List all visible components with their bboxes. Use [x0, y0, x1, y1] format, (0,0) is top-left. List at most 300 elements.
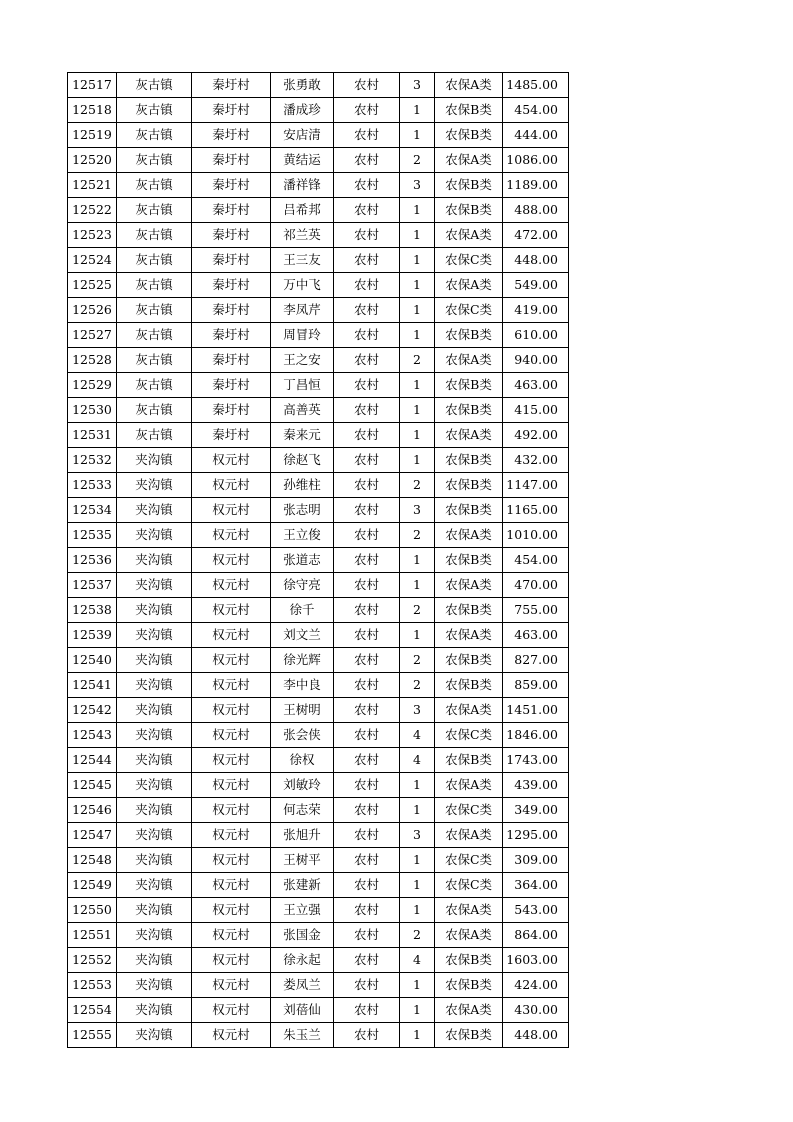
insurance-class-cell: 农保A类: [435, 348, 503, 373]
person-name-cell: 张旭升: [271, 823, 334, 848]
area-type-cell: 农村: [334, 198, 400, 223]
area-type-cell: 农村: [334, 73, 400, 98]
town-cell: 夹沟镇: [117, 823, 192, 848]
amount-cell: 448.00: [503, 248, 569, 273]
village-cell: 权元村: [192, 998, 271, 1023]
area-type-cell: 农村: [334, 273, 400, 298]
town-cell: 夹沟镇: [117, 498, 192, 523]
area-type-cell: 农村: [334, 848, 400, 873]
insurance-class-cell: 农保C类: [435, 798, 503, 823]
amount-cell: 864.00: [503, 923, 569, 948]
town-cell: 夹沟镇: [117, 848, 192, 873]
area-type-cell: 农村: [334, 573, 400, 598]
household-count-cell: 1: [400, 548, 435, 573]
table-row: [68, 898, 569, 923]
record-id-cell: 12520: [68, 148, 117, 173]
area-type-cell: 农村: [334, 748, 400, 773]
town-cell: 夹沟镇: [117, 798, 192, 823]
table-row: [68, 323, 569, 348]
person-name-cell: 万中飞: [271, 273, 334, 298]
household-count-cell: 1: [400, 998, 435, 1023]
insurance-class-cell: 农保B类: [435, 973, 503, 998]
household-count-cell: 1: [400, 223, 435, 248]
table-row: [68, 673, 569, 698]
person-name-cell: 吕希邦: [271, 198, 334, 223]
household-count-cell: 2: [400, 598, 435, 623]
insurance-class-cell: 农保C类: [435, 723, 503, 748]
amount-cell: 1295.00: [503, 823, 569, 848]
person-name-cell: 刘文兰: [271, 623, 334, 648]
table-row: [68, 448, 569, 473]
table-row: [68, 598, 569, 623]
insurance-class-cell: 农保B类: [435, 173, 503, 198]
table-row: [68, 223, 569, 248]
insurance-class-cell: 农保B类: [435, 548, 503, 573]
record-id-cell: 12549: [68, 873, 117, 898]
records-table-body: [68, 73, 569, 1048]
record-id-cell: 12538: [68, 598, 117, 623]
area-type-cell: 农村: [334, 448, 400, 473]
household-count-cell: 2: [400, 148, 435, 173]
amount-cell: 1010.00: [503, 523, 569, 548]
area-type-cell: 农村: [334, 898, 400, 923]
insurance-class-cell: 农保A类: [435, 823, 503, 848]
area-type-cell: 农村: [334, 523, 400, 548]
record-id-cell: 12535: [68, 523, 117, 548]
town-cell: 灰古镇: [117, 198, 192, 223]
town-cell: 夹沟镇: [117, 473, 192, 498]
town-cell: 灰古镇: [117, 248, 192, 273]
town-cell: 夹沟镇: [117, 523, 192, 548]
village-cell: 权元村: [192, 898, 271, 923]
record-id-cell: 12542: [68, 698, 117, 723]
insurance-class-cell: 农保C类: [435, 848, 503, 873]
amount-cell: 309.00: [503, 848, 569, 873]
amount-cell: 940.00: [503, 348, 569, 373]
household-count-cell: 2: [400, 473, 435, 498]
person-name-cell: 孙维柱: [271, 473, 334, 498]
town-cell: 夹沟镇: [117, 648, 192, 673]
insurance-class-cell: 农保A类: [435, 573, 503, 598]
town-cell: 灰古镇: [117, 423, 192, 448]
record-id-cell: 12543: [68, 723, 117, 748]
insurance-class-cell: 农保A类: [435, 148, 503, 173]
village-cell: 权元村: [192, 848, 271, 873]
record-id-cell: 12522: [68, 198, 117, 223]
table-row: [68, 998, 569, 1023]
insurance-class-cell: 农保B类: [435, 648, 503, 673]
insurance-class-cell: 农保B类: [435, 473, 503, 498]
household-count-cell: 1: [400, 323, 435, 348]
person-name-cell: 潘祥锋: [271, 173, 334, 198]
insurance-class-cell: 农保B类: [435, 948, 503, 973]
village-cell: 秦圩村: [192, 223, 271, 248]
person-name-cell: 徐赵飞: [271, 448, 334, 473]
town-cell: 夹沟镇: [117, 998, 192, 1023]
table-row: [68, 973, 569, 998]
amount-cell: 1485.00: [503, 73, 569, 98]
village-cell: 权元村: [192, 473, 271, 498]
village-cell: 秦圩村: [192, 248, 271, 273]
village-cell: 权元村: [192, 498, 271, 523]
table-row: [68, 348, 569, 373]
record-id-cell: 12548: [68, 848, 117, 873]
household-count-cell: 3: [400, 173, 435, 198]
household-count-cell: 3: [400, 823, 435, 848]
area-type-cell: 农村: [334, 123, 400, 148]
person-name-cell: 娄凤兰: [271, 973, 334, 998]
household-count-cell: 1: [400, 798, 435, 823]
town-cell: 夹沟镇: [117, 1023, 192, 1048]
record-id-cell: 12521: [68, 173, 117, 198]
household-count-cell: 2: [400, 348, 435, 373]
household-count-cell: 1: [400, 373, 435, 398]
town-cell: 夹沟镇: [117, 773, 192, 798]
table-row: [68, 948, 569, 973]
area-type-cell: 农村: [334, 498, 400, 523]
town-cell: 夹沟镇: [117, 723, 192, 748]
area-type-cell: 农村: [334, 673, 400, 698]
village-cell: 秦圩村: [192, 198, 271, 223]
person-name-cell: 张勇敢: [271, 73, 334, 98]
household-count-cell: 1: [400, 898, 435, 923]
amount-cell: 444.00: [503, 123, 569, 148]
household-count-cell: 1: [400, 973, 435, 998]
record-id-cell: 12523: [68, 223, 117, 248]
amount-cell: 610.00: [503, 323, 569, 348]
town-cell: 夹沟镇: [117, 873, 192, 898]
person-name-cell: 张道志: [271, 548, 334, 573]
record-id-cell: 12539: [68, 623, 117, 648]
village-cell: 权元村: [192, 873, 271, 898]
table-row: [68, 198, 569, 223]
person-name-cell: 安店清: [271, 123, 334, 148]
area-type-cell: 农村: [334, 773, 400, 798]
area-type-cell: 农村: [334, 473, 400, 498]
village-cell: 秦圩村: [192, 348, 271, 373]
record-id-cell: 12526: [68, 298, 117, 323]
insurance-class-cell: 农保B类: [435, 598, 503, 623]
village-cell: 权元村: [192, 773, 271, 798]
town-cell: 灰古镇: [117, 98, 192, 123]
town-cell: 灰古镇: [117, 223, 192, 248]
town-cell: 夹沟镇: [117, 948, 192, 973]
record-id-cell: 12551: [68, 923, 117, 948]
area-type-cell: 农村: [334, 823, 400, 848]
person-name-cell: 徐光辉: [271, 648, 334, 673]
person-name-cell: 朱玉兰: [271, 1023, 334, 1048]
household-count-cell: 3: [400, 73, 435, 98]
table-row: [68, 423, 569, 448]
town-cell: 夹沟镇: [117, 598, 192, 623]
village-cell: 秦圩村: [192, 173, 271, 198]
record-id-cell: 12530: [68, 398, 117, 423]
area-type-cell: 农村: [334, 598, 400, 623]
village-cell: 权元村: [192, 823, 271, 848]
household-count-cell: 1: [400, 98, 435, 123]
area-type-cell: 农村: [334, 323, 400, 348]
table-row: [68, 823, 569, 848]
insurance-class-cell: 农保C类: [435, 298, 503, 323]
town-cell: 灰古镇: [117, 398, 192, 423]
insurance-class-cell: 农保B类: [435, 123, 503, 148]
town-cell: 夹沟镇: [117, 898, 192, 923]
table-row: [68, 498, 569, 523]
area-type-cell: 农村: [334, 148, 400, 173]
amount-cell: 1165.00: [503, 498, 569, 523]
town-cell: 夹沟镇: [117, 448, 192, 473]
person-name-cell: 黄结运: [271, 148, 334, 173]
insurance-class-cell: 农保A类: [435, 998, 503, 1023]
amount-cell: 419.00: [503, 298, 569, 323]
amount-cell: 448.00: [503, 1023, 569, 1048]
household-count-cell: 4: [400, 948, 435, 973]
person-name-cell: 刘蓓仙: [271, 998, 334, 1023]
record-id-cell: 12533: [68, 473, 117, 498]
table-row: [68, 248, 569, 273]
records-table: [67, 72, 569, 1048]
table-row: [68, 398, 569, 423]
area-type-cell: 农村: [334, 173, 400, 198]
table-row: [68, 173, 569, 198]
village-cell: 权元村: [192, 948, 271, 973]
household-count-cell: 1: [400, 448, 435, 473]
town-cell: 夹沟镇: [117, 748, 192, 773]
town-cell: 灰古镇: [117, 123, 192, 148]
area-type-cell: 农村: [334, 873, 400, 898]
village-cell: 权元村: [192, 648, 271, 673]
amount-cell: 454.00: [503, 548, 569, 573]
table-row: [68, 623, 569, 648]
household-count-cell: 2: [400, 648, 435, 673]
person-name-cell: 李凤芹: [271, 298, 334, 323]
area-type-cell: 农村: [334, 398, 400, 423]
record-id-cell: 12531: [68, 423, 117, 448]
amount-cell: 472.00: [503, 223, 569, 248]
amount-cell: 463.00: [503, 623, 569, 648]
insurance-class-cell: 农保A类: [435, 923, 503, 948]
table-row: [68, 748, 569, 773]
person-name-cell: 张会侠: [271, 723, 334, 748]
household-count-cell: 1: [400, 398, 435, 423]
household-count-cell: 1: [400, 773, 435, 798]
insurance-class-cell: 农保B类: [435, 1023, 503, 1048]
amount-cell: 1147.00: [503, 473, 569, 498]
area-type-cell: 农村: [334, 373, 400, 398]
village-cell: 权元村: [192, 798, 271, 823]
person-name-cell: 祁兰英: [271, 223, 334, 248]
table-row: [68, 298, 569, 323]
village-cell: 权元村: [192, 973, 271, 998]
person-name-cell: 徐永起: [271, 948, 334, 973]
village-cell: 权元村: [192, 723, 271, 748]
area-type-cell: 农村: [334, 348, 400, 373]
person-name-cell: 张建新: [271, 873, 334, 898]
amount-cell: 1086.00: [503, 148, 569, 173]
insurance-class-cell: 农保B类: [435, 398, 503, 423]
person-name-cell: 王之安: [271, 348, 334, 373]
table-row: [68, 473, 569, 498]
village-cell: 权元村: [192, 1023, 271, 1048]
area-type-cell: 农村: [334, 698, 400, 723]
record-id-cell: 12524: [68, 248, 117, 273]
amount-cell: 859.00: [503, 673, 569, 698]
town-cell: 灰古镇: [117, 73, 192, 98]
household-count-cell: 1: [400, 123, 435, 148]
household-count-cell: 1: [400, 573, 435, 598]
amount-cell: 463.00: [503, 373, 569, 398]
person-name-cell: 丁昌恒: [271, 373, 334, 398]
person-name-cell: 高善英: [271, 398, 334, 423]
area-type-cell: 农村: [334, 1023, 400, 1048]
village-cell: 秦圩村: [192, 323, 271, 348]
table-row: [68, 773, 569, 798]
insurance-class-cell: 农保A类: [435, 698, 503, 723]
insurance-class-cell: 农保A类: [435, 773, 503, 798]
town-cell: 夹沟镇: [117, 923, 192, 948]
amount-cell: 432.00: [503, 448, 569, 473]
area-type-cell: 农村: [334, 648, 400, 673]
table-row: [68, 123, 569, 148]
town-cell: 灰古镇: [117, 348, 192, 373]
area-type-cell: 农村: [334, 723, 400, 748]
amount-cell: 439.00: [503, 773, 569, 798]
household-count-cell: 2: [400, 923, 435, 948]
person-name-cell: 王树明: [271, 698, 334, 723]
record-id-cell: 12552: [68, 948, 117, 973]
area-type-cell: 农村: [334, 798, 400, 823]
area-type-cell: 农村: [334, 423, 400, 448]
household-count-cell: 1: [400, 848, 435, 873]
household-count-cell: 1: [400, 423, 435, 448]
record-id-cell: 12541: [68, 673, 117, 698]
area-type-cell: 农村: [334, 548, 400, 573]
village-cell: 秦圩村: [192, 273, 271, 298]
amount-cell: 364.00: [503, 873, 569, 898]
record-id-cell: 12519: [68, 123, 117, 148]
village-cell: 秦圩村: [192, 123, 271, 148]
village-cell: 秦圩村: [192, 73, 271, 98]
village-cell: 权元村: [192, 548, 271, 573]
area-type-cell: 农村: [334, 998, 400, 1023]
record-id-cell: 12544: [68, 748, 117, 773]
person-name-cell: 张国金: [271, 923, 334, 948]
table-row: [68, 648, 569, 673]
area-type-cell: 农村: [334, 248, 400, 273]
household-count-cell: 3: [400, 698, 435, 723]
amount-cell: 827.00: [503, 648, 569, 673]
town-cell: 夹沟镇: [117, 623, 192, 648]
record-id-cell: 12540: [68, 648, 117, 673]
insurance-class-cell: 农保C类: [435, 248, 503, 273]
person-name-cell: 张志明: [271, 498, 334, 523]
village-cell: 权元村: [192, 748, 271, 773]
amount-cell: 454.00: [503, 98, 569, 123]
person-name-cell: 何志荣: [271, 798, 334, 823]
amount-cell: 543.00: [503, 898, 569, 923]
household-count-cell: 1: [400, 298, 435, 323]
person-name-cell: 王立强: [271, 898, 334, 923]
area-type-cell: 农村: [334, 973, 400, 998]
amount-cell: 424.00: [503, 973, 569, 998]
town-cell: 灰古镇: [117, 148, 192, 173]
insurance-class-cell: 农保B类: [435, 673, 503, 698]
village-cell: 权元村: [192, 448, 271, 473]
person-name-cell: 秦来元: [271, 423, 334, 448]
record-id-cell: 12527: [68, 323, 117, 348]
town-cell: 灰古镇: [117, 298, 192, 323]
household-count-cell: 4: [400, 748, 435, 773]
village-cell: 秦圩村: [192, 148, 271, 173]
record-id-cell: 12546: [68, 798, 117, 823]
person-name-cell: 潘成珍: [271, 98, 334, 123]
household-count-cell: 1: [400, 198, 435, 223]
table-row: [68, 873, 569, 898]
town-cell: 夹沟镇: [117, 573, 192, 598]
village-cell: 权元村: [192, 523, 271, 548]
household-count-cell: 1: [400, 873, 435, 898]
amount-cell: 430.00: [503, 998, 569, 1023]
table-row: [68, 548, 569, 573]
village-cell: 秦圩村: [192, 398, 271, 423]
person-name-cell: 李中良: [271, 673, 334, 698]
amount-cell: 349.00: [503, 798, 569, 823]
table-row: [68, 373, 569, 398]
person-name-cell: 徐千: [271, 598, 334, 623]
village-cell: 秦圩村: [192, 98, 271, 123]
table-row: [68, 73, 569, 98]
person-name-cell: 徐守亮: [271, 573, 334, 598]
village-cell: 权元村: [192, 573, 271, 598]
table-row: [68, 798, 569, 823]
town-cell: 灰古镇: [117, 273, 192, 298]
table-row: [68, 923, 569, 948]
household-count-cell: 1: [400, 248, 435, 273]
table-row: [68, 723, 569, 748]
record-id-cell: 12537: [68, 573, 117, 598]
town-cell: 夹沟镇: [117, 548, 192, 573]
table-row: [68, 523, 569, 548]
insurance-class-cell: 农保A类: [435, 223, 503, 248]
town-cell: 夹沟镇: [117, 673, 192, 698]
amount-cell: 415.00: [503, 398, 569, 423]
town-cell: 夹沟镇: [117, 698, 192, 723]
person-name-cell: 刘敏玲: [271, 773, 334, 798]
village-cell: 权元村: [192, 698, 271, 723]
person-name-cell: 王立俊: [271, 523, 334, 548]
insurance-class-cell: 农保A类: [435, 523, 503, 548]
village-cell: 权元村: [192, 598, 271, 623]
record-id-cell: 12536: [68, 548, 117, 573]
household-count-cell: 4: [400, 723, 435, 748]
village-cell: 秦圩村: [192, 373, 271, 398]
area-type-cell: 农村: [334, 98, 400, 123]
amount-cell: 755.00: [503, 598, 569, 623]
table-row: [68, 148, 569, 173]
household-count-cell: 3: [400, 498, 435, 523]
insurance-class-cell: 农保B类: [435, 198, 503, 223]
insurance-class-cell: 农保A类: [435, 73, 503, 98]
insurance-class-cell: 农保C类: [435, 873, 503, 898]
amount-cell: 1451.00: [503, 698, 569, 723]
amount-cell: 1603.00: [503, 948, 569, 973]
record-id-cell: 12517: [68, 73, 117, 98]
village-cell: 权元村: [192, 673, 271, 698]
table-row: [68, 848, 569, 873]
town-cell: 灰古镇: [117, 173, 192, 198]
village-cell: 权元村: [192, 623, 271, 648]
record-id-cell: 12525: [68, 273, 117, 298]
